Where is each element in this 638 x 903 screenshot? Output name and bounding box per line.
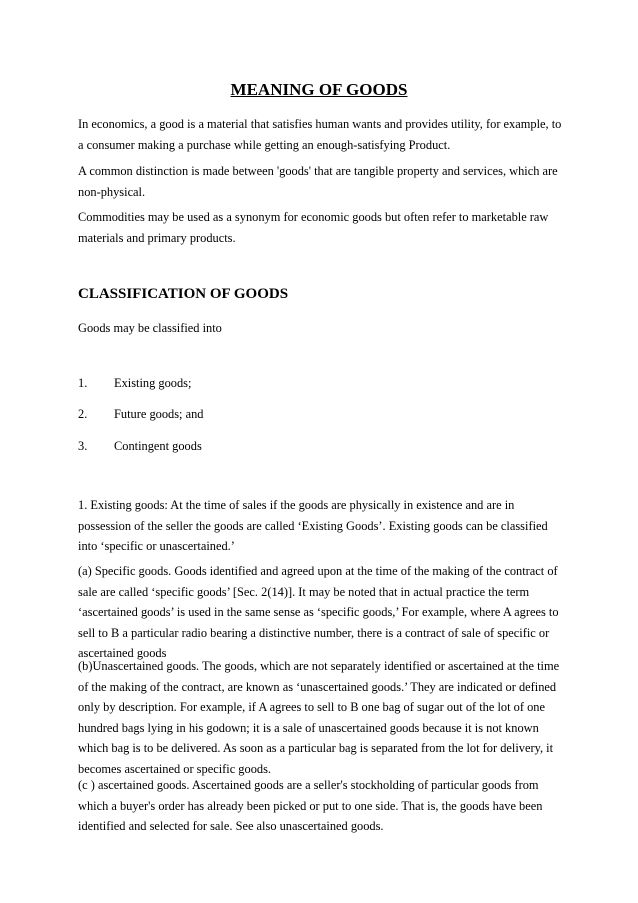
list-item bbox=[78, 373, 478, 393]
intro-paragraph-1: In economics, a good is a material that satisfies human wants and provides utility, for example, to a consumer making a purchase while getting an enough-satisfying Product. bbox=[78, 117, 562, 152]
list-item-text: Existing goods; bbox=[114, 376, 192, 390]
list-item-number: 3. bbox=[78, 439, 88, 453]
intro-paragraph-3: Commodities may be used as a synonym for economic goods but often refer to marketable raw materials and primary products. bbox=[78, 210, 549, 245]
unascertained-goods-paragraph: (b)Unascertained goods. The goods, which are not separately identified or ascertained at the time of the making of the contract, are known as ‘unascertained goods.’ They are indicated or defined only by description. For example, if A agrees to sell to B one bag of sugar out of the lot of one hundred bags lying in his godown; it is a sale of unascertained goods because it is not known which bag is to be delivered. As soon as a particular bag is separated from the lot for delivery, it becomes ascertained or specific goods. bbox=[78, 659, 560, 776]
list-item-text: Contingent goods bbox=[114, 439, 202, 453]
ascertained-goods-paragraph: (c ) ascertained goods. Ascertained goods are a seller's stockholding of particular goods from which a buyer's order has already been picked or put to one side. That is, the goods have been identified and selected for sale. See also unascertained goods. bbox=[78, 778, 543, 833]
classification-lead: Goods may be classified into bbox=[78, 321, 222, 335]
existing-goods-paragraph: 1. Existing goods: At the time of sales if the goods are physically in existence and are in possession of the seller the goods are called ‘Existing Goods’. Existing goods can be classified into ‘specific or unascertained.’ bbox=[78, 498, 548, 553]
list-item bbox=[78, 436, 478, 456]
page-title: MEANING OF GOODS bbox=[230, 80, 408, 99]
specific-goods-paragraph: (a) Specific goods. Goods identified and agreed upon at the time of the making of the contract of sale are called ‘specific goods’ [Sec. 2(14)]. It may be noted that in actual practice the term ‘ascertained goods’ is used in the same sense as ‘specific goods,’ For example, where A agrees to sell to B a particular radio bearing a distinctive number, there is a contract of sale of specific or ascertained goods bbox=[78, 564, 559, 660]
classification-heading: CLASSIFICATION OF GOODS bbox=[78, 286, 289, 302]
list-item-number: 2. bbox=[78, 407, 88, 421]
list-item bbox=[78, 404, 478, 424]
list-item-number: 1. bbox=[78, 376, 88, 390]
list-item-text: Future goods; and bbox=[114, 407, 204, 421]
intro-paragraph-2: A common distinction is made between 'goods' that are tangible property and services, which are non-physical. bbox=[78, 164, 558, 199]
